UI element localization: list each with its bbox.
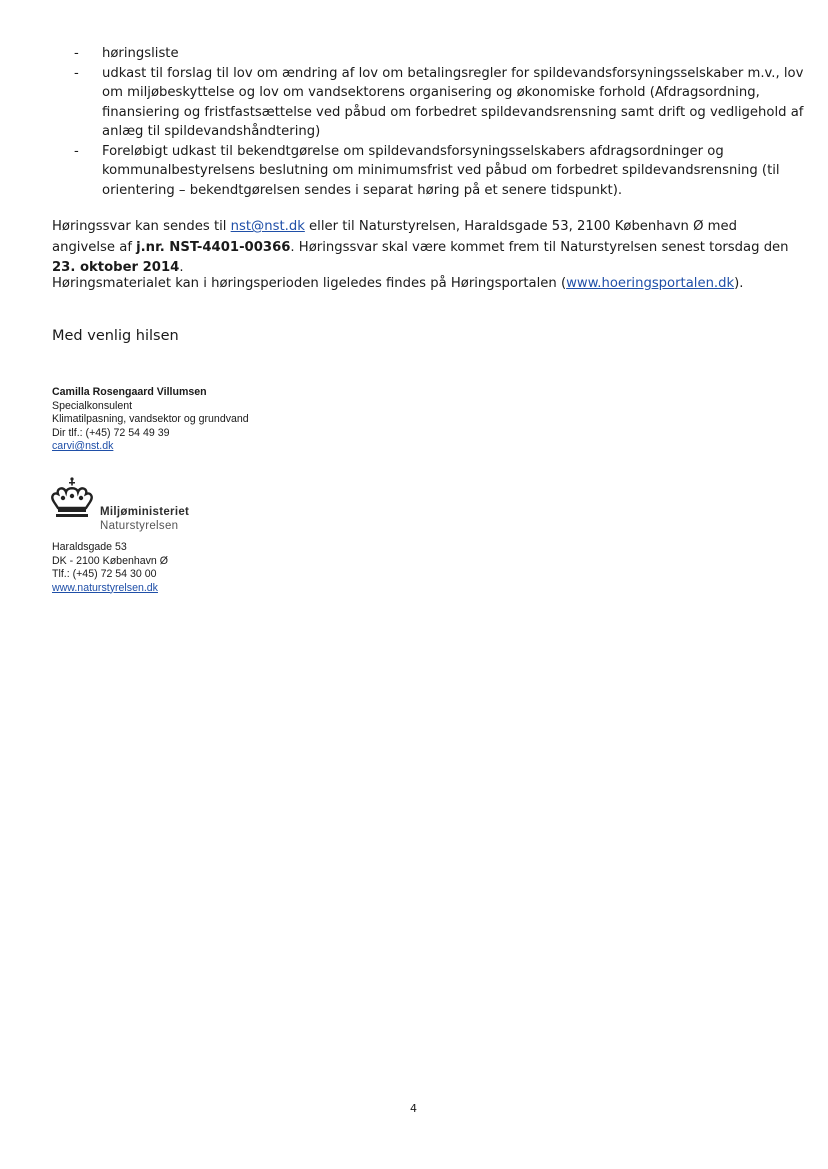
attachment-list — [52, 44, 804, 200]
response-paragraph — [52, 217, 792, 279]
list-item-text: udkast til forslag til lov om ændring af lov om betalingsregler for spildevandsforsyningsselskaber m.v., lov om miljøbeskyttelse og lov om vandsektorens organisering og økonomiske forhold (Afdragsordning, finansiering og fristfastsættelse ved påbud om forbedret spildevandsrensning samt drift og vedligehold af anlæg til spildevandshåndtering) — [102, 65, 804, 139]
website-link[interactable]: www.naturstyrelsen.dk — [52, 581, 158, 594]
list-item — [52, 142, 804, 201]
response-text: . — [179, 260, 184, 275]
portal-text: ). — [734, 276, 744, 291]
list-item — [52, 64, 804, 142]
deadline-date: 23. oktober 2014 — [52, 260, 180, 275]
response-text: Høringssvar kan sendes til — [52, 219, 231, 234]
portal-paragraph — [52, 274, 792, 295]
signature-block — [52, 386, 249, 454]
bullet-dash: - — [74, 65, 79, 81]
email-link[interactable]: nst@nst.dk — [230, 219, 305, 234]
case-number: j.nr. NST-4401-00366 — [136, 239, 291, 255]
address-phone: Tlf.: (+45) 72 54 30 00 — [52, 568, 157, 580]
address-city: DK - 2100 København Ø — [52, 554, 169, 567]
address-block — [52, 541, 168, 595]
bullet-dash: - — [74, 143, 79, 159]
portal-link[interactable]: www.hoeringsportalen.dk — [566, 276, 735, 291]
crown-icon — [50, 476, 96, 524]
signatory-phone: Dir tlf.: (+45) 72 54 49 39 — [52, 426, 170, 439]
closing-greeting: Med venlig hilsen — [52, 328, 179, 344]
list-item — [52, 44, 804, 64]
agency-name: Naturstyrelsen — [100, 520, 179, 532]
response-text: eller til Naturstyrelsen, Haraldsgade 53, 2100 København Ø med angivelse af — [52, 219, 737, 255]
list-item-text: høringsliste — [102, 46, 179, 61]
ministry-name: Miljøministeriet — [100, 506, 190, 518]
list-item-text: Foreløbigt udkast til bekendtgørelse om spildevandsforsyningsselskabers afdragsordninger og kommunalbestyrelsens beslutning om minimumsfrist ved påbud om forbedret spildevandsrensning (til orientering – bekendtgørelsen sendes i separat høring på et senere tidspunkt). — [102, 143, 780, 198]
response-text: . Høringssvar skal være kommet frem til Naturstyrelsen senest torsdag den — [290, 239, 789, 255]
page-number: 4 — [410, 1102, 417, 1115]
bullet-dash: - — [74, 46, 79, 61]
signatory-department: Klimatilpasning, vandsektor og grundvand — [52, 413, 249, 425]
address-street: Haraldsgade 53 — [52, 541, 127, 553]
signatory-title: Specialkonsulent — [52, 399, 133, 412]
signatory-name: Camilla Rosengaard Villumsen — [52, 386, 207, 398]
portal-text: Høringsmaterialet kan i høringsperioden ligeledes findes på Høringsportalen ( — [52, 276, 567, 291]
signatory-email-link[interactable]: carvi@nst.dk — [52, 440, 114, 452]
ministry-logo — [50, 476, 250, 536]
